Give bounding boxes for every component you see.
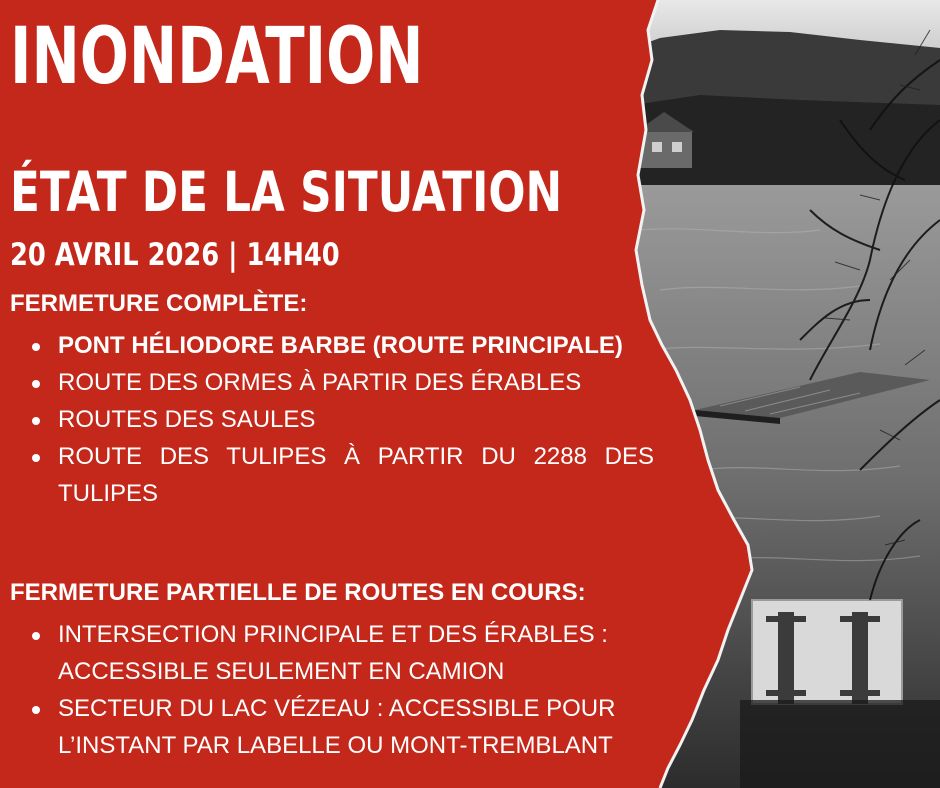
page-subtitle: ÉTAT DE LA SITUATION <box>10 160 563 224</box>
list-item <box>58 401 654 438</box>
list-item <box>58 327 654 364</box>
list-item <box>58 690 654 764</box>
list-item-text: ROUTES DES SAULES <box>58 406 316 433</box>
bullet-icon <box>32 632 40 640</box>
bullet-icon <box>32 417 40 425</box>
page-title: INONDATION <box>10 12 424 102</box>
list-item-text: SECTEUR DU LAC VÉZEAU : ACCESSIBLE POUR L’INSTANT PAR LABELLE OU MONT-TREMBLANT <box>58 695 616 759</box>
list-item-text: INTERSECTION PRINCIPALE ET DES ÉRABLES : ACCESSIBLE SEULEMENT EN CAMION <box>58 621 608 685</box>
list-item-text: ROUTE DES ORMES À PARTIR DES ÉRABLES <box>58 369 582 396</box>
partial-closure-list <box>58 616 654 764</box>
bullet-icon <box>32 380 40 388</box>
partial-closure-heading: FERMETURE PARTIELLE DE ROUTES EN COURS: <box>10 579 586 606</box>
bullet-icon <box>32 454 40 462</box>
bullet-icon <box>32 343 40 351</box>
list-item-text: ROUTE DES TULIPES À PARTIR DU 2288 DES TULIPES <box>58 443 654 507</box>
list-item <box>58 438 654 512</box>
full-closure-heading: FERMETURE COMPLÈTE: <box>10 290 308 317</box>
date-time: 20 AVRIL 2026 | 14H40 <box>10 237 340 273</box>
list-item-text: PONT HÉLIODORE BARBE (ROUTE PRINCIPALE) <box>58 332 623 359</box>
list-item <box>58 616 654 690</box>
list-item <box>58 364 654 401</box>
bullet-icon <box>32 706 40 714</box>
full-closure-list <box>58 327 654 512</box>
